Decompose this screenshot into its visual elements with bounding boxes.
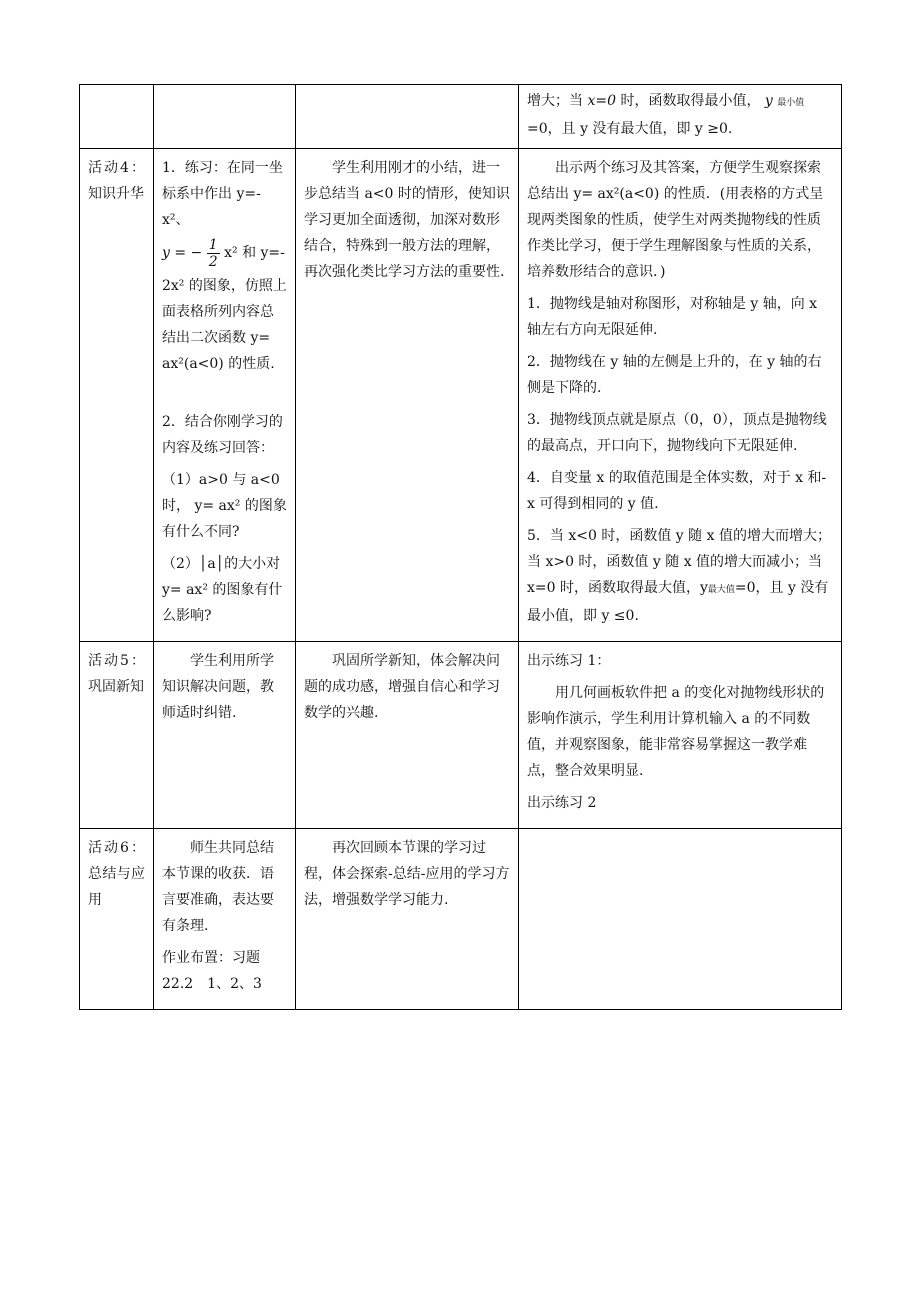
table-row bbox=[80, 642, 842, 829]
intent-cell bbox=[296, 85, 519, 149]
lesson-plan-table bbox=[79, 84, 842, 1010]
process-cell bbox=[154, 642, 296, 829]
process-cell bbox=[154, 149, 296, 642]
process-cell bbox=[154, 829, 296, 1010]
math: x=0 bbox=[587, 93, 616, 109]
list-item: 2．抛物线在 y 轴的左侧是上升的，在 y 轴的右侧是下降的. bbox=[527, 354, 822, 396]
intent-cell bbox=[296, 642, 519, 829]
table-row bbox=[80, 149, 842, 642]
paragraph bbox=[162, 155, 287, 233]
activity-cell bbox=[80, 149, 154, 642]
paragraph: 学生利用刚才的小结，进一步总结当 a<0 时的情形，使知识学习更加全面透彻，加深对数形结合，特殊到一般方法的理解，再次强化类比学习方法的重要性. bbox=[304, 160, 510, 280]
paragraph: 出示练习 1： bbox=[527, 653, 611, 669]
paragraph: 学生利用所学知识解决问题，教师适时纠错. bbox=[162, 653, 274, 721]
intent-cell bbox=[296, 149, 519, 642]
activity-label: 活动5：巩固新知 bbox=[88, 653, 145, 695]
activity-label: 活动4：知识升华 bbox=[88, 160, 145, 202]
paragraph: 出示练习 2 bbox=[527, 795, 597, 811]
paragraph: 2．结合你刚学习的内容及练习回答： bbox=[162, 414, 283, 456]
text: 5．当 x<0 时，函数值 y 随 x 值的增大而增大；当 x>0 时，函数值 y 随 x 值的增大而减小；当 x=0 时，函数取得最大值，y bbox=[527, 528, 831, 596]
paragraph: 用几何画板软件把 a 的变化对抛物线形状的影响作演示，学生利用计算机输入 a 的不同数值，并观察图象，能非常容易掌握这一教学难点，整合效果明显. bbox=[527, 685, 825, 779]
list-item: 1．抛物线是轴对称图形，对称轴是 y 轴，向 x 轴左右方向无限延伸. bbox=[527, 296, 818, 338]
formula-suffix: x² 和 y=- bbox=[224, 245, 285, 261]
formula-prefix: y = − bbox=[162, 245, 203, 261]
text: =0，且 y 没有最大值，即 y ≥0. bbox=[527, 121, 733, 137]
list-item bbox=[527, 523, 833, 629]
table-row bbox=[80, 829, 842, 1010]
activity-cell bbox=[80, 642, 154, 829]
subscript: 最大值 bbox=[707, 585, 735, 595]
homework: 作业布置：习题 22.2 1、2、3 bbox=[162, 950, 262, 992]
list-item: 3．抛物线顶点就是原点（0，0），顶点是抛物线的最高点，开口向下，抛物线向下无限延伸. bbox=[527, 412, 827, 454]
list-item: 4．自变量 x 的取值范围是全体实数，对于 x 和-x 可得到相同的 y 值. bbox=[527, 470, 827, 512]
notes-cell bbox=[519, 642, 842, 829]
activity-cell bbox=[80, 829, 154, 1010]
table-row bbox=[80, 85, 842, 149]
text: 时，函数取得最小值， bbox=[620, 93, 761, 109]
paragraph: 巩固所学新知，体会解决问题的成功感，增强自信心和学习数学的兴趣. bbox=[304, 653, 500, 721]
notes-cell bbox=[519, 829, 842, 1010]
paragraph: （2）│a│的大小对 y= ax² 的图象有什么影响? bbox=[162, 556, 283, 624]
paragraph: 再次回顾本节课的学习过程，体会探索-总结-应用的学习方法，增强数学学习能力. bbox=[304, 840, 510, 908]
paragraph: 出示两个练习及其答案，方便学生观察探索总结出 y= ax²(a<0) 的性质．(用表格的方式呈现两类图象的性质，使学生对两类抛物线的性质作类比学习，便于学生理解图象与性质的关系，培养数形结合的意识．) bbox=[527, 160, 824, 280]
activity-label: 活动6：总结与应用 bbox=[88, 840, 145, 908]
process-cell bbox=[154, 85, 296, 149]
exercise-text: 1．练习：在同一坐标系中作出 y=-x²、 bbox=[162, 160, 283, 228]
intent-cell bbox=[296, 829, 519, 1010]
numerator: 1 bbox=[208, 236, 218, 253]
paragraph: 师生共同总结本节课的收获．语言要准确，表达要有条理. bbox=[162, 840, 274, 934]
formula bbox=[162, 233, 287, 273]
text: 增大；当 bbox=[527, 93, 583, 109]
fraction bbox=[207, 237, 220, 270]
paragraph: 2x² 的图象，仿照上面表格所列内容总结出二次函数 y= ax²(a<0) 的性质. bbox=[162, 278, 287, 372]
activity-cell bbox=[80, 85, 154, 149]
notes-cell bbox=[519, 149, 842, 642]
text: =0，且 y 没有最小值，即 y ≤0. bbox=[527, 580, 829, 624]
subscript: 最小值 bbox=[777, 98, 805, 108]
notes-cell bbox=[519, 85, 842, 149]
math: y bbox=[764, 93, 773, 109]
denominator: 2 bbox=[208, 253, 218, 270]
paragraph: （1）a>0 与 a<0 时， y= ax² 的图象有什么不同? bbox=[162, 472, 287, 540]
